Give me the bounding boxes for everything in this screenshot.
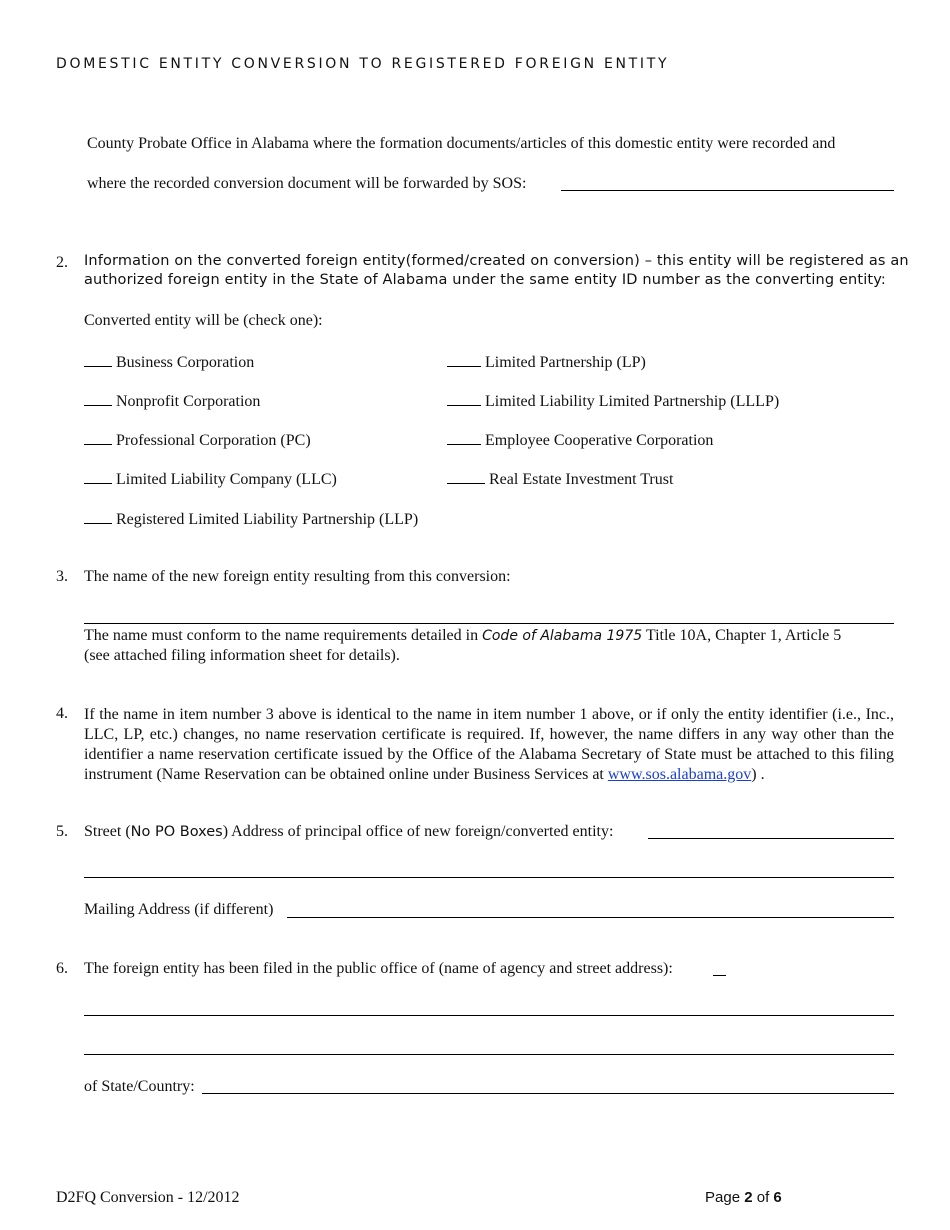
checkbox-blank[interactable]: [84, 391, 112, 406]
item6-text: The foreign entity has been filed in the public office of (name of agency and street address):: [84, 960, 673, 977]
total-pages: 6: [773, 1189, 782, 1206]
current-page: 2: [744, 1189, 753, 1206]
checkbox-blank[interactable]: [447, 469, 485, 484]
page-header-title: DOMESTIC ENTITY CONVERSION TO REGISTERED FOREIGN ENTITY: [56, 56, 670, 72]
option-reit[interactable]: Real Estate Investment Trust: [447, 469, 673, 489]
checkbox-blank[interactable]: [447, 352, 481, 367]
item3-number: 3.: [56, 568, 68, 585]
checkbox-blank[interactable]: [447, 391, 481, 406]
mailing-address-input[interactable]: [287, 917, 894, 918]
checkbox-blank[interactable]: [84, 509, 112, 524]
item2-text-line1: Information on the converted foreign entity(formed/created on conversion) – this entity will be registered as an: [84, 253, 909, 269]
check-one-prompt: Converted entity will be (check one):: [84, 312, 323, 329]
option-limited-partnership[interactable]: Limited Partnership (LP): [447, 352, 646, 372]
item6-number: 6.: [56, 960, 68, 977]
street-address-input[interactable]: [648, 838, 894, 839]
item4-number: 4.: [56, 705, 68, 722]
new-entity-name-input[interactable]: [84, 623, 894, 624]
form-identifier: D2FQ Conversion - 12/2012: [56, 1189, 240, 1206]
option-llc[interactable]: Limited Liability Company (LLC): [84, 469, 337, 489]
checkbox-blank[interactable]: [84, 352, 112, 367]
item2-text-line2: authorized foreign entity in the State of Alabama under the same entity ID number as the converting entity:: [84, 272, 886, 288]
public-office-input[interactable]: [713, 975, 726, 976]
probate-office-line2: where the recorded conversion document will be forwarded by SOS:: [87, 175, 527, 192]
option-lllp[interactable]: Limited Liability Limited Partnership (LLLP): [447, 391, 779, 411]
checkbox-blank[interactable]: [84, 430, 112, 445]
street-address-label: Street (No PO Boxes) Address of principal office of new foreign/converted entity:: [84, 823, 614, 840]
no-po-boxes-note: No PO Boxes: [130, 824, 223, 840]
item4-paragraph: If the name in item number 3 above is identical to the name in item number 1 above, or if only the entity identifier (i.e., Inc., LLC, LP, etc.) changes, no name reservation certificate is required. If, however, the name differs in any way other than the identifier a name reservation certificate issued by the Office of the Alabama Secretary of State must be attached to this filing instrument (Name Reservation can be obtained online under Business Services at www.sos.alabama.gov) .: [84, 706, 894, 783]
option-business-corporation[interactable]: Business Corporation: [84, 352, 254, 372]
sos-website-link[interactable]: www.sos.alabama.gov: [607, 766, 752, 783]
page-number: Page 2 of 6: [705, 1189, 782, 1206]
item3-text: The name of the new foreign entity resulting from this conversion:: [84, 568, 511, 585]
option-nonprofit-corporation[interactable]: Nonprofit Corporation: [84, 391, 260, 411]
name-requirements-note: The name must conform to the name requirements detailed in Code of Alabama 1975 Title 10A, Chapter 1, Article 5 (see attached filing information sheet for details).: [84, 627, 842, 664]
item2-number: 2.: [56, 254, 68, 271]
public-office-input-line3[interactable]: [84, 1054, 894, 1055]
mailing-address-label: Mailing Address (if different): [84, 901, 274, 918]
probate-office-input[interactable]: [561, 190, 894, 191]
option-llp[interactable]: Registered Limited Liability Partnership (LLP): [84, 509, 418, 529]
item5-number: 5.: [56, 823, 68, 840]
checkbox-blank[interactable]: [447, 430, 481, 445]
checkbox-blank[interactable]: [84, 469, 112, 484]
state-country-input[interactable]: [202, 1093, 894, 1094]
street-address-input-line2[interactable]: [84, 877, 894, 878]
public-office-input-line2[interactable]: [84, 1015, 894, 1016]
option-professional-corporation[interactable]: Professional Corporation (PC): [84, 430, 311, 450]
code-of-alabama-citation: Code of Alabama 1975: [482, 628, 643, 644]
option-employee-cooperative[interactable]: Employee Cooperative Corporation: [447, 430, 713, 450]
probate-office-line1: County Probate Office in Alabama where the formation documents/articles of this domestic entity were recorded and: [87, 135, 836, 152]
state-country-label: of State/Country:: [84, 1078, 195, 1095]
